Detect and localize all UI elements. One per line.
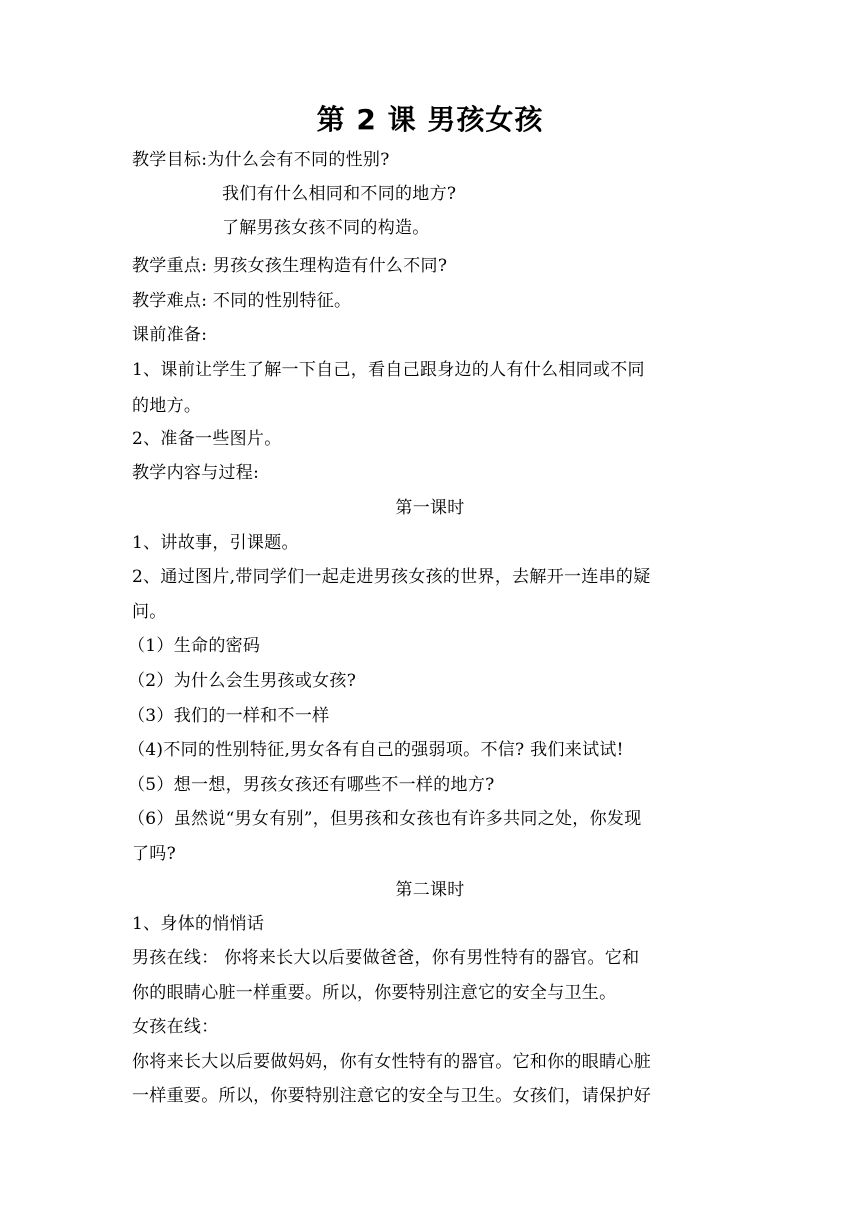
body-heading: 1、身体的悄悄话 — [132, 914, 265, 934]
preparation-item-cont: 的地方。 — [132, 396, 202, 416]
sub-item-cont: 了吗? — [132, 844, 177, 864]
preparation-heading: 课前准备: — [132, 325, 208, 345]
boy-paragraph: 男孩在线： 你将来长大以后要做爸爸，你有男性特有的器官。它和 — [132, 948, 640, 968]
sub-item: （6）虽然说“男女有别”，但男孩和女孩也有许多共同之处，你发现 — [128, 809, 642, 829]
difficulty: 教学难点: 不同的性别特征。 — [132, 291, 352, 311]
sub-item: （3）我们的一样和不一样 — [128, 706, 330, 726]
girl-paragraph-cont: 一样重要。所以，你要特别注意它的安全与卫生。女孩们，请保护好 — [132, 1086, 651, 1106]
page-title: 第 2 课 男孩女孩 — [316, 103, 544, 136]
step-item: 1、讲故事，引课题。 — [132, 533, 299, 553]
preparation-item: 1、课前让学生了解一下自己，看自己跟身边的人有什么相同或不同 — [132, 360, 645, 380]
lesson-1-heading: 第一课时 — [395, 498, 465, 518]
step-item: 2、通过图片,带同学们一起走进男孩女孩的世界，去解开一连串的疑 — [132, 567, 651, 587]
girl-paragraph: 你将来长大以后要做妈妈，你有女性特有的器官。它和你的眼睛心脏 — [132, 1052, 651, 1072]
girl-heading: 女孩在线： — [132, 1017, 219, 1037]
teaching-goal: 教学目标:为什么会有不同的性别? — [132, 150, 390, 170]
sub-item: （4)不同的性别特征,男女各有自己的强弱项。不信? 我们来试试! — [128, 740, 624, 760]
boy-paragraph-cont: 你的眼睛心脏一样重要。所以，你要特别注意它的安全与卫生。 — [132, 983, 617, 1003]
preparation-item: 2、准备一些图片。 — [132, 429, 282, 449]
sub-item: （5）想一想，男孩女孩还有哪些不一样的地方? — [128, 775, 495, 795]
key-point: 教学重点: 男孩女孩生理构造有什么不同? — [132, 256, 448, 276]
sub-item: （2）为什么会生男孩或女孩? — [128, 671, 357, 691]
teaching-goal-item: 我们有什么相同和不同的地方? — [222, 184, 457, 204]
teaching-goal-item: 了解男孩女孩不同的构造。 — [222, 218, 430, 238]
sub-item: （1）生命的密码 — [128, 636, 261, 656]
step-item-cont: 问。 — [132, 602, 167, 622]
content-heading: 教学内容与过程: — [132, 463, 260, 483]
lesson-2-heading: 第二课时 — [395, 880, 465, 900]
